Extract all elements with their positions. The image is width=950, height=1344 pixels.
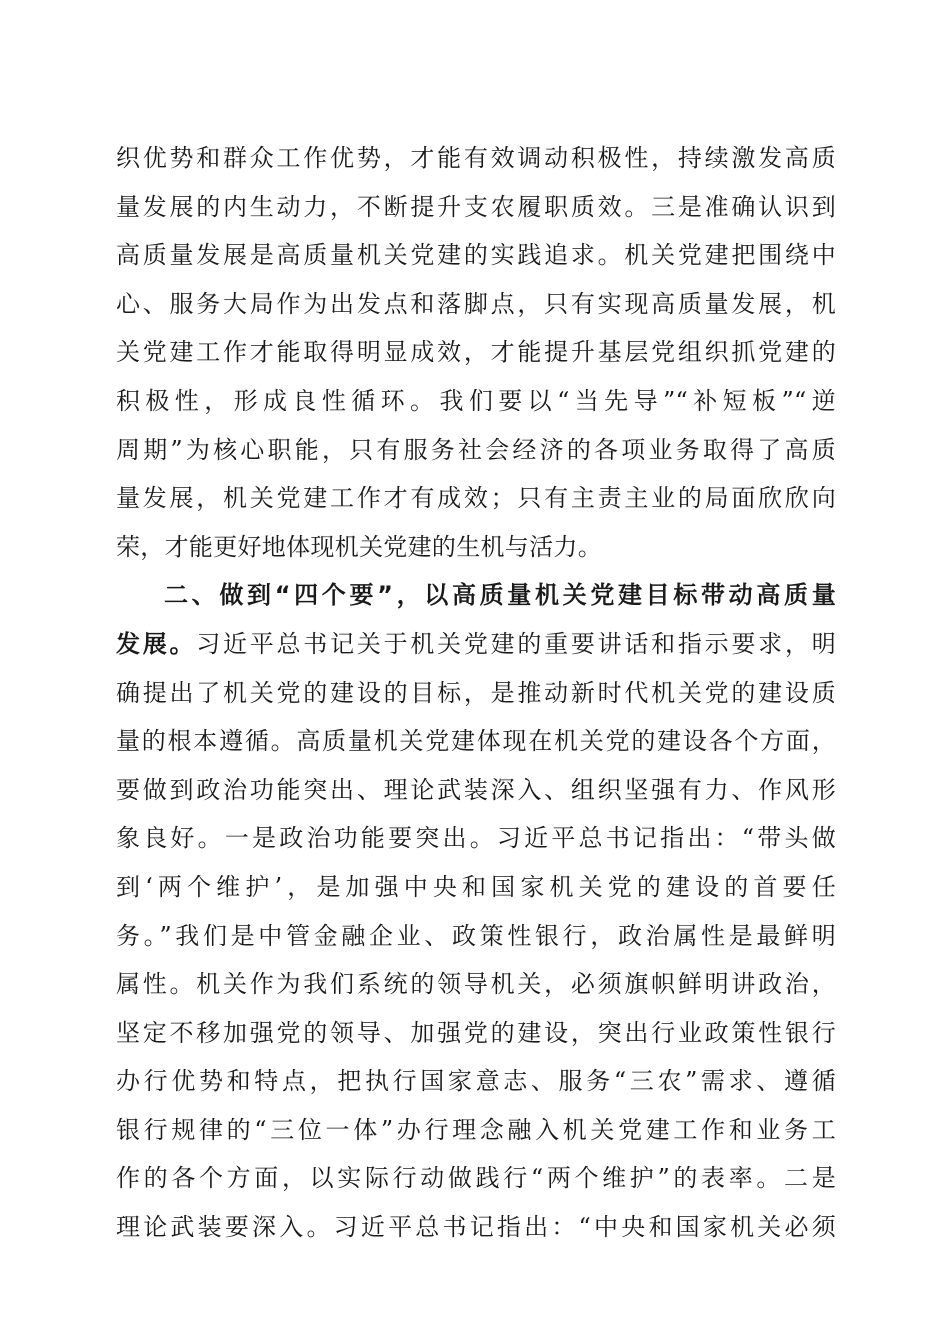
text-line: 量的根本遵循。高质量机关党建体现在机关党的建设各个方面， bbox=[116, 727, 836, 756]
text-line: 关党建工作才能取得明显成效，才能提升基层党组织抓党建的 bbox=[116, 338, 836, 367]
text-line: 作的各个方面，以实际行动做践行“两个维护”的表率。二是 bbox=[116, 1164, 836, 1193]
text-line: 高质量发展是高质量机关党建的实践追求。机关党建把围绕中 bbox=[116, 241, 836, 270]
text-line: 象良好。一是政治功能要突出。习近平总书记指出：“带头做 bbox=[116, 824, 836, 853]
text-line: 织优势和群众工作优势，才能有效调动积极性，持续激发高质 bbox=[116, 144, 836, 172]
text-line-mixed bbox=[116, 620, 836, 669]
text-line: 周期”为核心职能，只有服务社会经济的各项业务取得了高质 bbox=[116, 435, 836, 464]
text-line: 积极性，形成良性循环。我们要以“当先导”“补短板”“逆 bbox=[116, 386, 836, 415]
body-text bbox=[116, 134, 836, 1252]
text-line: 确提出了机关党的建设的目标，是推动新时代机关党的建设质 bbox=[116, 678, 836, 707]
section-heading-end: 发展。 bbox=[116, 629, 197, 658]
text-line: 属性。机关作为我们系统的领导机关，必须旗帜鲜明讲政治， bbox=[116, 970, 836, 999]
section-heading: 二、做到“四个要”，以高质量机关党建目标带动高质量 bbox=[164, 581, 836, 610]
text-line: 到‘两个维护’，是加强中央和国家机关党的建设的首要任 bbox=[116, 872, 836, 901]
text-line: 坚定不移加强党的领导、加强党的建设，突出行业政策性银行 bbox=[116, 1018, 836, 1047]
text-line: 心、服务大局作为出发点和落脚点，只有实现高质量发展，机 bbox=[116, 289, 836, 318]
text-line: 理论武装要深入。习近平总书记指出：“中央和国家机关必须 bbox=[116, 1213, 836, 1242]
text-line: 量发展，机关党建工作才有成效；只有主责主业的局面欣欣向 bbox=[116, 484, 836, 513]
text-line: 要做到政治功能突出、理论武装深入、组织坚强有力、作风形 bbox=[116, 775, 836, 804]
text-line: 荣，才能更好地体现机关党建的生机与活力。 bbox=[116, 532, 602, 561]
text-line: 务。”我们是中管金融企业、政策性银行，政治属性是最鲜明 bbox=[116, 921, 836, 950]
text-line: 量发展的内生动力，不断提升支农履职质效。三是准确认识到 bbox=[116, 192, 836, 221]
text-line: 银行规律的“三位一体”办行理念融入机关党建工作和业务工 bbox=[116, 1115, 836, 1144]
text-line-rest: 习近平总书记关于机关党建的重要讲话和指示要求，明 bbox=[196, 629, 836, 658]
text-line: 办行优势和特点，把执行国家意志、服务“三农”需求、遵循 bbox=[116, 1067, 836, 1096]
